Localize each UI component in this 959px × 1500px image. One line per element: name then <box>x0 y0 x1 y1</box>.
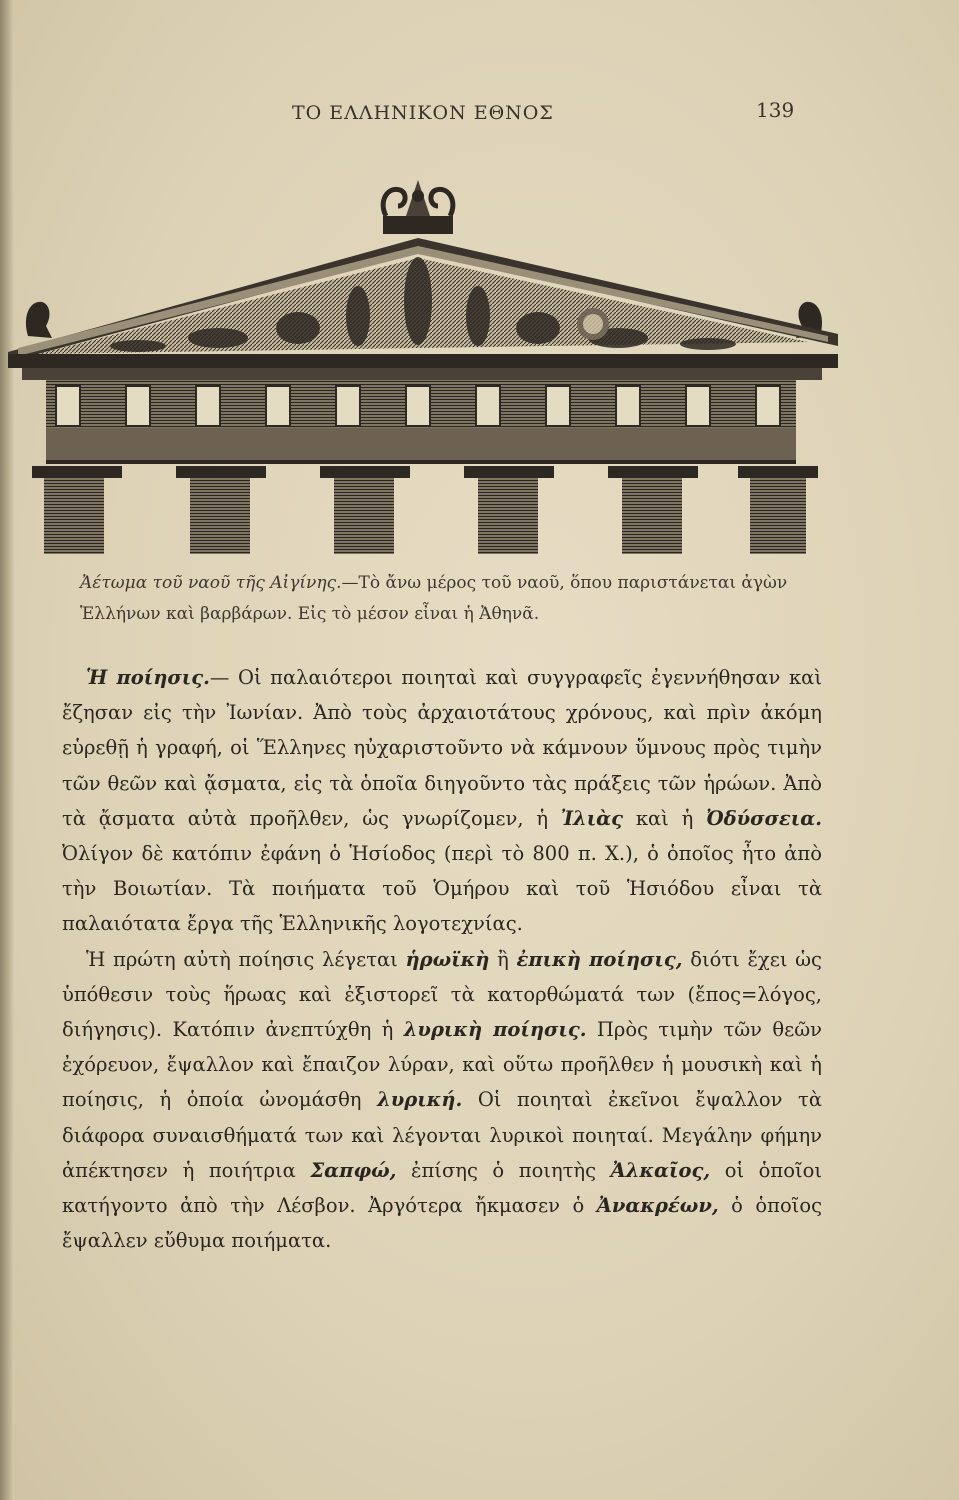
text-span: ἢ <box>489 947 517 971</box>
name-sappho: Σαπφώ, <box>310 1158 397 1182</box>
page-header <box>0 92 959 132</box>
text-span: διότι ἔχει ὡς ὑπόθεσιν τοὺς ἥρωας καὶ ἐξιστορεῖ τὰ κατορθώματά των (ἔπος=λόγος, διήγησις). Κατόπιν ἀνεπτύχθη ἡ <box>62 947 822 1042</box>
text-span: οἱ ὁποῖοι κατήγοντο ἀπὸ τὴν Λέσβον. Ἀργότερα ἤκμασεν ὁ <box>62 1158 822 1218</box>
figure-caption <box>80 568 820 630</box>
text-span: ὁ ὁποῖος ἔψαλλεν εὔθυμα ποιήματα. <box>62 1194 822 1253</box>
text-span: Πρὸς τιμὴν τῶν θεῶν ἐχόρευον, ἔψαλλον καὶ ἔπαιζον λύραν, καὶ οὕτω προῆλθεν ἡ μουσικὴ καὶ ἡ ποίησις, ἡ ὁποία ὠνομάσθη <box>62 1018 823 1112</box>
term-lyric: λυρική. <box>377 1088 463 1112</box>
term-epic-poetry: ἐπικὴ ποίησις, <box>516 947 683 971</box>
horizontal-cornice <box>8 354 838 368</box>
term-heroic: ἡρωϊκὴ <box>405 947 490 971</box>
section-heading: Ἡ ποίησις. <box>86 666 210 689</box>
architrave <box>46 428 796 462</box>
body-text <box>62 660 822 1258</box>
text-span: — Οἱ παλαιότεροι ποιηταὶ καὶ συγγραφεῖς ἐγεννήθησαν καὶ ἔζησαν εἰς τὴν Ἰωνίαν. Ἀπὸ τοὺς ἀρχαιοτάτους χρόνους, καὶ πρὶν ἀκόμη εὑρεθῇ ἡ γραφή, οἱ Ἕλληνες ηὐχαριστοῦντο νὰ κάμνουν ὕμνους πρὸς τιμὴν τῶν θεῶν καὶ ᾄσματα, εἰς τὰ ὁποῖα διηγοῦντο τὰς πράξεις τῶν ἡρώων. Ἀπὸ τὰ ᾄσματα αὐτὰ προῆλθεν, ὡς γνωρίζομεν, ἡ <box>62 666 822 830</box>
paragraph-poetry <box>62 660 822 942</box>
left-acroterion <box>26 302 52 338</box>
term-odyssey: Ὀδύσσεια. <box>706 806 823 830</box>
name-anacreon: Ἀνακρέων, <box>596 1194 719 1218</box>
temple-pediment-illustration <box>8 176 843 554</box>
text-span: Οἱ ποιηταὶ ἐκεῖνοι ἔψαλλον τὰ διάφορα συναισθήματά των καὶ λέγονται λυρικοὶ ποιηταί. Μεγάλην φήμην ἀπέκτησεν ἡ ποιήτρια <box>62 1088 822 1182</box>
text-span: Ὀλίγον δὲ κατόπιν ἐφάνη ὁ Ἡσίοδος (περὶ τὸ 800 π. Χ.), ὁ ὁποῖος ἦτο ἀπὸ τὴν Βοιωτίαν. Τὰ ποιήματα τοῦ Ὁμήρου καὶ τοῦ Ἡσιόδου εἶναι τὰ παλαιότατα ἔργα τῆς Ἑλληνικῆς λογοτεχνίας. <box>62 842 822 936</box>
central-acroterion <box>383 180 453 234</box>
text-span: ἐπίσης ὁ ποιητὴς <box>396 1158 611 1182</box>
name-alcaeus: Ἀλκαῖος, <box>610 1158 711 1182</box>
caption-title: Ἀέτωμα τοῦ ναοῦ τῆς Αἰγίνης. <box>80 573 342 593</box>
text-span: Ἡ πρώτη αὐτὴ ποίησις λέγεται <box>86 947 406 971</box>
paragraph-epic-lyric <box>62 942 822 1259</box>
columns <box>32 466 818 554</box>
page-number: 139 <box>756 98 795 122</box>
caption-text: —Τὸ ἄνω μέρος τοῦ ναοῦ, ὅπου παριστάνεται ἀγὼν Ἑλλήνων καὶ βαρβάρων. Εἰς τὸ μέσον εἶναι ἡ Ἀθηνᾶ. <box>80 573 788 624</box>
running-title: ΤΟ ΕΛΛΗΝΙΚΟΝ ΕΘΝΟΣ <box>292 102 554 124</box>
text-span: καὶ ἡ <box>623 806 707 830</box>
term-lyric-poetry: λυρικὴ ποίησις. <box>403 1018 587 1042</box>
term-iliad: Ἰλιὰς <box>560 806 624 830</box>
